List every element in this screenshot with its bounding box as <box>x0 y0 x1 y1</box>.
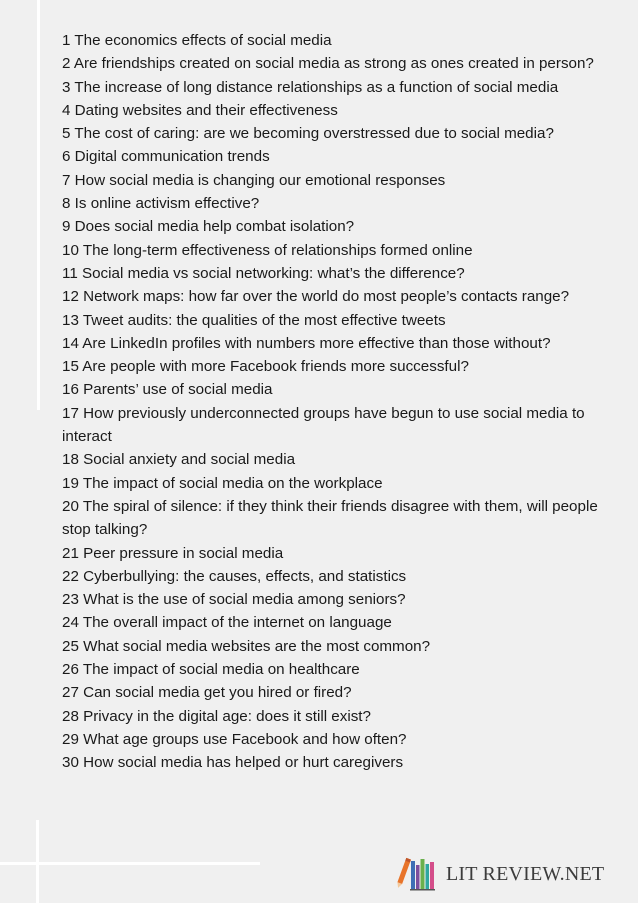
topic-item: 12 Network maps: how far over the world do most people’s contacts range? <box>62 288 570 306</box>
topic-item: 29 What age groups use Facebook and how often? <box>62 730 407 748</box>
topic-item: 7 How social media is changing our emotional responses <box>62 171 446 189</box>
topic-item: 9 Does social media help combat isolation? <box>62 218 355 236</box>
topic-item: 22 Cyberbullying: the causes, effects, and statistics <box>62 567 407 585</box>
topic-item: 6 Digital communication trends <box>62 148 270 166</box>
topic-item: 28 Privacy in the digital age: does it still exist? <box>62 707 371 725</box>
topic-item: 5 The cost of caring: are we becoming overstressed due to social media? <box>62 125 554 143</box>
topic-item: 13 Tweet audits: the qualities of the most effective tweets <box>62 311 446 329</box>
topic-item: 21 Peer pressure in social media <box>62 544 284 562</box>
topic-item: 1 The economics effects of social media <box>62 32 332 49</box>
topic-item: 8 Is online activism effective? <box>62 195 260 213</box>
topic-item: 15 Are people with more Facebook friends more successful? <box>62 358 469 376</box>
topic-item: 2 Are friendships created on social media as strong as ones created in person? <box>62 55 594 73</box>
topic-item: 10 The long-term effectiveness of relationships formed online <box>62 241 473 259</box>
books-pencil-icon <box>396 855 438 891</box>
topic-item: 20 The spiral of silence: if they think their friends disagree with them, will people stop talking? <box>62 497 598 539</box>
topic-item: 23 What is the use of social media among seniors? <box>62 591 406 609</box>
decorative-horizontal-line <box>0 862 260 865</box>
brand-name: LIT REVIEW.NET <box>446 863 605 885</box>
topic-item: 16 Parents’ use of social media <box>62 381 273 399</box>
topic-item: 17 How previously underconnected groups have begun to use social media to interact <box>62 404 585 446</box>
topic-item: 19 The impact of social media on the workplace <box>62 474 383 492</box>
topic-item: 3 The increase of long distance relationships as a function of social media <box>62 78 559 96</box>
topic-item: 24 The overall impact of the internet on language <box>62 614 392 632</box>
topic-list <box>62 29 627 775</box>
topic-item: 30 How social media has helped or hurt caregivers <box>62 754 404 772</box>
topic-item: 11 Social media vs social networking: what’s the difference? <box>62 264 465 282</box>
decorative-vertical-line-top <box>37 0 40 410</box>
topic-item: 4 Dating websites and their effectiveness <box>62 101 338 119</box>
topic-item: 14 Are LinkedIn profiles with numbers more effective than those without? <box>62 334 551 352</box>
brand-footer[interactable] <box>396 851 604 891</box>
topic-item: 26 The impact of social media on healthcare <box>62 661 360 679</box>
topic-item: 18 Social anxiety and social media <box>62 451 296 469</box>
topic-item: 25 What social media websites are the most common? <box>62 637 431 655</box>
topic-item: 27 Can social media get you hired or fired? <box>62 684 352 702</box>
